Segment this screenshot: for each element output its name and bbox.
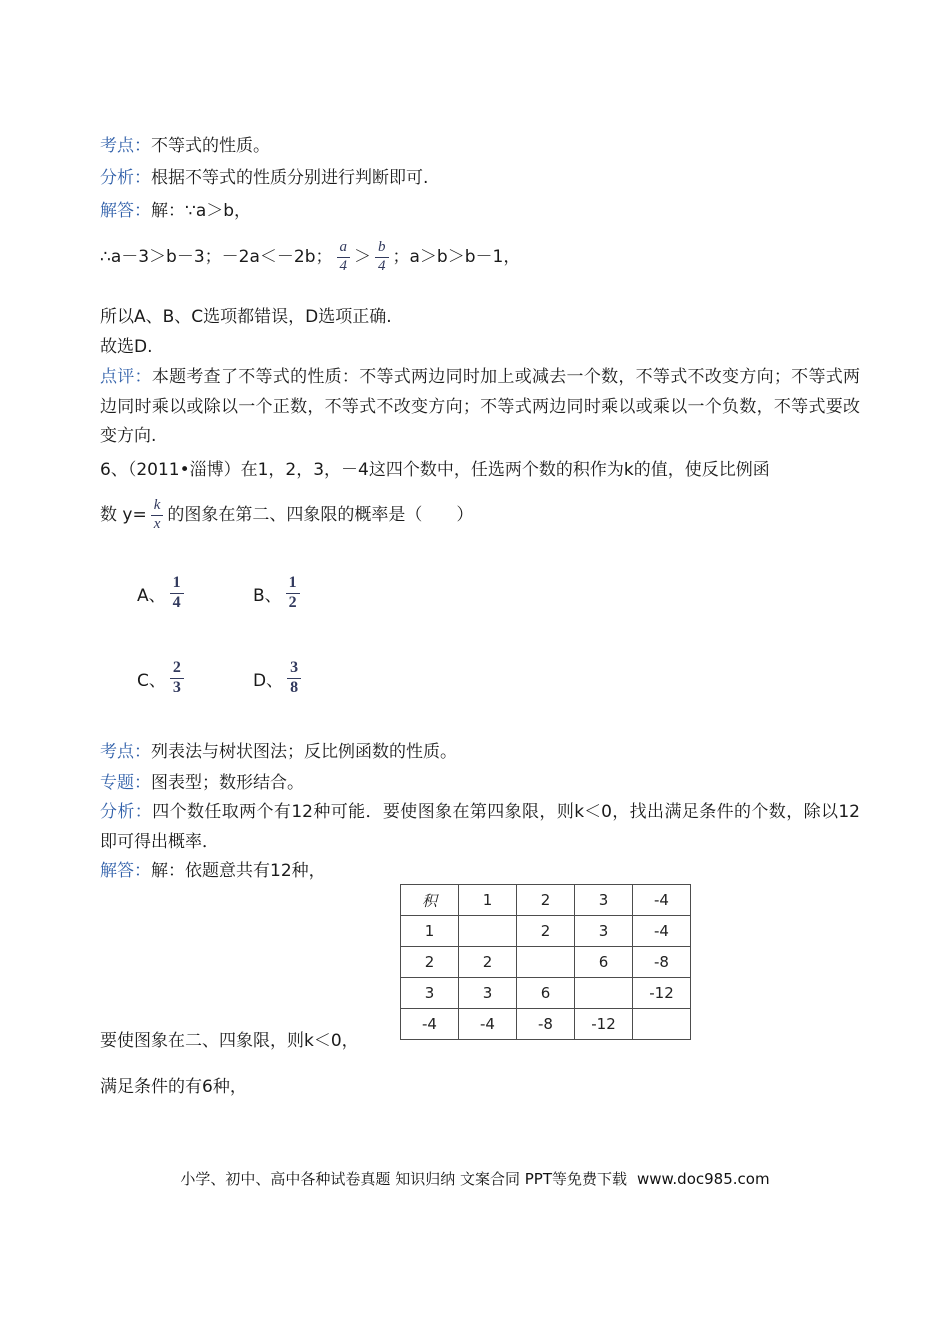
options-row-1 [137,575,369,612]
conclusion-line-1 [100,1026,860,1056]
table-row [401,978,691,1009]
table-cell: 6 [517,978,575,1009]
table-cell [459,916,517,947]
table-cell: -4 [401,1009,459,1040]
conclusion-text: 要使图象在二、四象限，则k＜0， [100,1031,359,1051]
fraction-denominator: x [153,515,161,532]
fenxi-line-1 [100,163,860,193]
kaodian-line-2 [100,737,860,767]
option-a [137,575,253,612]
jieda-line-2 [100,856,860,886]
table-cell: 3 [459,978,517,1009]
option-b-fraction [286,575,300,612]
table-cell: 3 [575,916,633,947]
table-row [401,916,691,947]
option-d-fraction [287,660,301,697]
choice-line [100,332,860,362]
dianping-label: 点评： [100,367,152,387]
table-cell: -8 [517,1009,575,1040]
fraction-numerator: b [375,240,389,258]
table-header-cell: 积 [401,885,459,916]
table-cell: 2 [401,947,459,978]
result-text: 所以A、B、C选项都错误，D选项正确. [100,307,392,327]
jieda-text: 解：∵a＞b， [151,201,252,221]
fenxi-text: 根据不等式的性质分别进行判断即可. [151,168,429,188]
option-d-label: D、 [253,670,284,691]
table-header-cell: 2 [517,885,575,916]
math-text-pre: ∴a－3＞b－3；－2a＜－2b； [100,247,333,267]
table-header-row [401,885,691,916]
table-cell: 2 [517,916,575,947]
kaodian-text: 列表法与树状图法；反比例函数的性质。 [151,742,457,762]
math-text-post: ；a＞b＞b－1， [392,247,521,267]
zhuanti-line [100,768,860,798]
fraction-denominator: 4 [339,257,347,274]
option-d [253,660,369,697]
fraction-denominator: 4 [378,257,386,274]
fraction-numerator: 1 [286,575,300,594]
jieda-label: 解答： [100,201,151,221]
question6-stem-line2 [100,492,860,538]
question6-stem-line1 [100,455,860,485]
option-b [253,575,369,612]
option-c-label: C、 [137,670,166,691]
dianping-paragraph [100,363,860,452]
stem-text: 6、（2011•淄博）在1，2，3，－4这四个数中，任选两个数的积作为k的值，使反比例函 [100,460,770,480]
kaodian-label: 考点： [100,742,151,762]
fraction-numerator: a [337,240,351,258]
table-cell: -8 [633,947,691,978]
table-header-cell: -4 [633,885,691,916]
kaodian-line-1 [100,131,860,161]
fraction-denominator: 8 [290,678,299,696]
fraction-numerator: k [151,498,164,516]
fraction-k-over-x [151,498,164,533]
table-header-cell: 1 [459,885,517,916]
fraction-numerator: 1 [170,575,184,594]
table-cell [575,978,633,1009]
fraction-denominator: 2 [288,593,297,611]
page-footer [0,1168,950,1189]
footer-text: 小学、初中、高中各种试卷真题 知识归纳 文案合同 PPT等免费下载 [180,1170,627,1188]
zhuanti-text: 图表型；数形结合。 [151,773,304,793]
fenxi-text: 四个数任取两个有12种可能．要使图象在第四象限，则k＜0，找出满足条件的个数，除以12即可得出概率． [100,802,860,852]
table-cell: 2 [459,947,517,978]
table-cell: -4 [633,916,691,947]
fraction-denominator: 4 [172,593,181,611]
product-table [400,884,691,1040]
table-cell: 6 [575,947,633,978]
option-c [137,660,253,697]
table-row [401,947,691,978]
option-a-label: A、 [137,585,166,606]
jieda-text: 解：依题意共有12种， [151,861,326,881]
solution-math-line [100,234,860,280]
math-gt-sign: ＞ [354,247,371,267]
fraction-numerator: 2 [170,660,184,679]
zhuanti-label: 专题： [100,773,151,793]
stem2-pre: 数 y= [100,505,147,525]
dianping-text: 本题考查了不等式的性质：不等式两边同时加上或减去一个数，不等式不改变方向；不等式两边同时乘以或除以一个正数，不等式不改变方向；不等式两边同时乘以或乘以一个负数，不等式要改变方向. [100,367,861,446]
fenxi-label: 分析： [100,802,153,822]
jieda-label: 解答： [100,861,151,881]
options-row-2 [137,660,369,697]
table-cell: 3 [401,978,459,1009]
option-a-fraction [170,575,184,612]
kaodian-label: 考点： [100,136,151,156]
fraction-a-over-4 [337,240,351,275]
fraction-numerator: 3 [287,660,301,679]
table-cell: 1 [401,916,459,947]
fraction-b-over-4 [375,240,389,275]
table-cell: -4 [459,1009,517,1040]
table-cell: -12 [633,978,691,1009]
option-b-label: B、 [253,585,282,606]
kaodian-text: 不等式的性质。 [151,136,270,156]
conclusion-text: 满足条件的有6种， [100,1077,247,1097]
conclusion-line-2 [100,1072,860,1102]
jieda-line-1 [100,196,860,226]
fenxi-paragraph-2 [100,798,860,857]
fenxi-label: 分析： [100,168,151,188]
stem2-post: 的图象在第二、四象限的概率是（ ） [167,505,474,525]
fraction-denominator: 3 [172,678,181,696]
table-header-cell: 3 [575,885,633,916]
choice-text: 故选D. [100,337,153,357]
option-c-fraction [170,660,184,697]
table-cell: -12 [575,1009,633,1040]
table-cell [517,947,575,978]
result-line [100,302,860,332]
footer-link[interactable]: www.doc985.com [636,1170,770,1188]
